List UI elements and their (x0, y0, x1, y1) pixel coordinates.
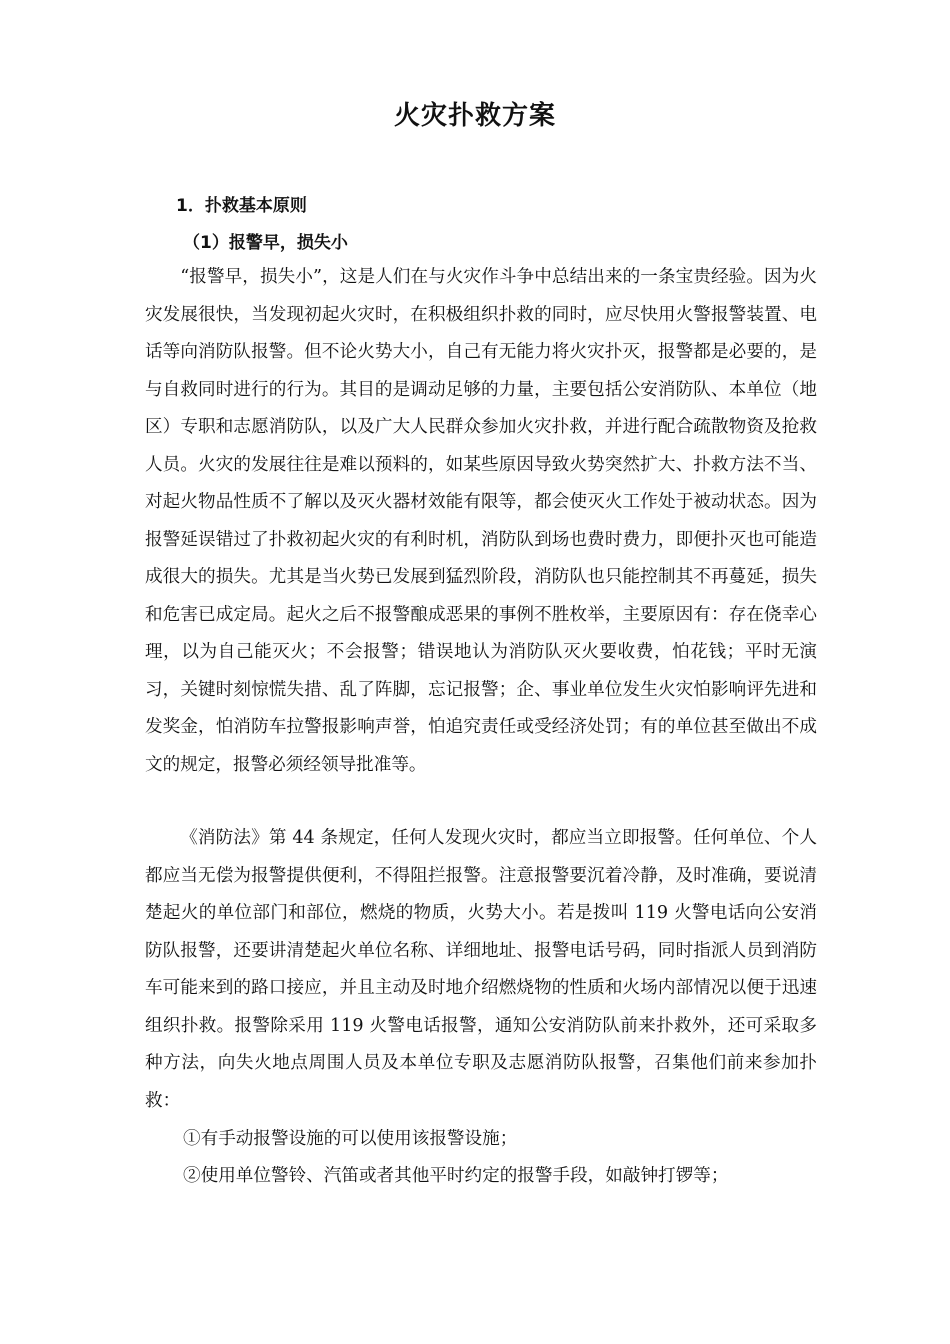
paragraph-fire-law: 《消防法》第 44 条规定，任何人发现火灾时，都应当立即报警。任何单位、个人都应当无偿为报警提供便利，不得阻拦报警。注意报警要沉着冷静，及时准确，要说清楚起火的单位部门和部位，燃烧的物质，火势大小。若是拨叫 119 火警电话向公安消防队报警，还要讲清楚起火单位名称、详细地址、报警电话号码，同时指派人员到消防车可能来到的路口接应，并且主动及时地介绍燃烧物的性质和火场内部情况以便于迅速组织扑救。报警除采用 119 火警电话报警，通知公安消防队前来扑救外，还可采取多种方法，向失火地点周围人员及本单位专职及志愿消防队报警，召集他们前来参加扑救： (145, 828, 817, 1111)
subsection-heading: （1）报警早，损失小 (183, 233, 348, 253)
list-item: ②使用单位警铃、汽笛或者其他平时约定的报警手段，如敲钟打锣等； (183, 1166, 729, 1186)
paragraph-early-alarm: “报警早，损失小”，这是人们在与火灾作斗争中总结出来的一条宝贵经验。因为火灾发展很快，当发现初起火灾时，在积极组织扑救的同时，应尽快用火警报警装置、电话等向消防队报警。但不论火势大小，自己有无能力将火灾扑灭，报警都是必要的，是与自救同时进行的行为。其目的是调动足够的力量，主要包括公安消防队、本单位（地区）专职和志愿消防队，以及广大人民群众参加火灾扑救，并进行配合疏散物资及抢救人员。火灾的发展往往是难以预料的，如某些原因导致火势突然扩大、扑救方法不当、对起火物品性质不了解以及灭火器材效能有限等，都会使灭火工作处于被动状态。因为报警延误错过了扑救初起火灾的有利时机，消防队到场也费时费力，即便扑灭也可能造成很大的损失。尤其是当火势已发展到猛烈阶段，消防队也只能控制其不再蔓延，损失和危害已成定局。起火之后不报警酿成恶果的事例不胜枚举，主要原因有：存在侥幸心理，以为自己能灭火；不会报警；错误地认为消防队灭火要收费，怕花钱；平时无演习，关键时刻惊慌失措、乱了阵脚，忘记报警；企、事业单位发生火灾怕影响评先进和发奖金，怕消防车拉警报影响声誉，怕追究责任或受经济处罚；有的单位甚至做出不成文的规定，报警必须经领导批准等。 (145, 267, 817, 775)
list-item: ①有手动报警设施的可以使用该报警设施； (183, 1129, 518, 1149)
section-heading: 1．扑救基本原则 (176, 196, 307, 216)
document-title: 火灾扑救方案 (393, 101, 556, 131)
